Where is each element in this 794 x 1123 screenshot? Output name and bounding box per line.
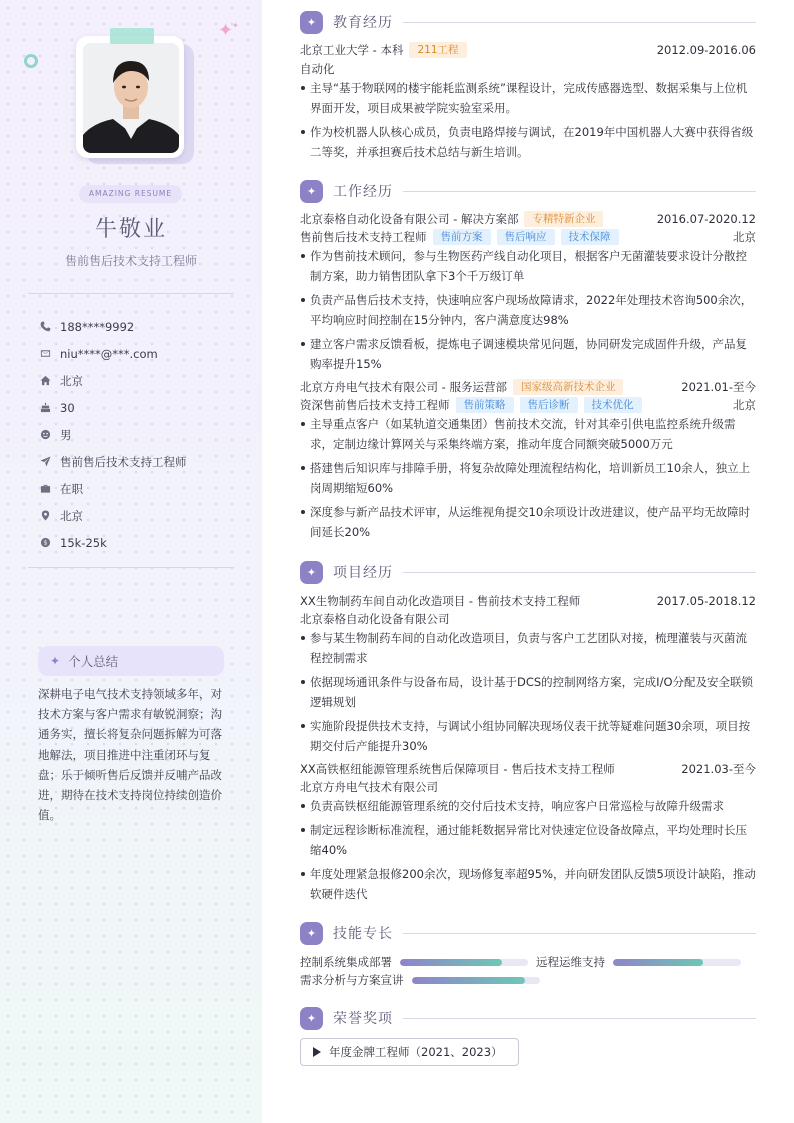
sparkle-small-icon: ✦ — [232, 21, 239, 30]
project-date: 2017.05-2018.12 — [656, 594, 756, 608]
list-item: 制定远程诊断标准流程，通过能耗数据异常比对快速定位设备故障点，平均处理时长压缩40% — [300, 820, 756, 860]
job-role-row — [300, 229, 756, 245]
profile-photo — [83, 43, 179, 153]
job-bullets — [300, 414, 756, 546]
email-value: niu****@***.com — [60, 346, 158, 361]
gender-icon — [40, 429, 60, 440]
photo-tape — [110, 28, 154, 44]
candidate-title: 售前售后技术支持工程师 — [64, 254, 197, 268]
section-title: 荣誉奖项 — [333, 1011, 393, 1027]
gender-value: 男 — [60, 427, 72, 442]
age-value: 30 — [60, 400, 75, 415]
job-role: 售前售后技术支持工程师 — [300, 230, 427, 244]
school-name: 北京工业大学 - 本科 — [300, 43, 404, 57]
project-bullets — [300, 796, 756, 908]
contact-item — [40, 394, 240, 421]
sidebar — [0, 0, 262, 1123]
job-status-value: 在职 — [60, 481, 83, 496]
sparkle-icon: ✦ — [300, 1007, 323, 1030]
skill-name: 远程运维支持 — [536, 955, 605, 969]
section-title: 项目经历 — [333, 565, 393, 581]
skill-item — [300, 972, 540, 988]
project-row — [300, 761, 756, 777]
sparkle-icon: ✦ — [300, 180, 323, 203]
contact-item — [40, 367, 240, 394]
sparkle-icon: ✦ — [218, 20, 234, 41]
project-company: 北京方舟电气技术有限公司 — [300, 780, 438, 794]
skill-bar — [412, 977, 540, 984]
job-role: 资深售前售后技术支持工程师 — [300, 398, 450, 412]
sparkle-icon: ✦ — [300, 561, 323, 584]
list-item: 年度处理紧急报修200余次，现场修复率超95%，并向研发团队反馈5项设计缺陷，推动软硬件迭代 — [300, 864, 756, 904]
job-row — [300, 211, 756, 227]
section-title: 技能专长 — [333, 926, 393, 942]
candidate-name: 牛敬业 — [94, 217, 167, 242]
contact-item — [40, 529, 240, 556]
company-tag: 专精特新企业 — [524, 211, 603, 227]
list-item: 主导重点客户（如某轨道交通集团）售前技术交流，针对其牵引供电监控系统升级需求，定制边缘计算网关与采集终端方案，推动年度合同额突破5000万元 — [300, 414, 756, 454]
list-item: 主导“基于物联网的楼宇能耗监测系统”课程设计，完成传感器选型、数据采集与上位机界面开发，项目成果被学院实验室采用。 — [300, 78, 756, 118]
skill-tag: 售前方案 — [433, 229, 491, 245]
skill-bar-fill — [400, 959, 502, 966]
target-city-value: 北京 — [60, 508, 83, 523]
divider — [28, 567, 234, 568]
cake-icon — [40, 402, 60, 413]
awards-section-header — [300, 1006, 756, 1030]
award-item — [300, 1038, 519, 1066]
project-company: 北京泰格自动化设备有限公司 — [300, 612, 450, 626]
skills-section-header — [300, 921, 756, 945]
hometown-value: 北京 — [60, 373, 83, 388]
contact-item — [40, 421, 240, 448]
section-divider — [403, 572, 756, 573]
contact-item — [40, 448, 240, 475]
work-section-header — [300, 179, 756, 203]
summary-header — [38, 646, 224, 676]
salary-icon — [40, 537, 60, 548]
contact-item — [40, 313, 240, 340]
company-name: 北京方舟电气技术有限公司 - 服务运营部 — [300, 380, 507, 394]
projects-section-header — [300, 560, 756, 584]
phone-value: 188****9992 — [60, 319, 135, 334]
section-title: 教育经历 — [333, 15, 393, 31]
section-divider — [403, 191, 756, 192]
list-item: 实施阶段提供技术支持，与调试小组协同解决现场仪表干扰等疑难问题30余项，项目按期交付后产能提升30% — [300, 716, 756, 756]
location-icon — [40, 510, 60, 521]
list-item: 建立客户需求反馈看板，提炼电子调速模块常见问题，协同研发完成固件升级，产品复购率提升15% — [300, 334, 756, 374]
summary-title: 个人总结 — [68, 654, 119, 669]
company-tag: 国家级高新技术企业 — [513, 379, 624, 395]
job-city: 北京 — [733, 398, 756, 412]
contact-item — [40, 475, 240, 502]
resume-badge: AMAZING RESUME — [79, 185, 182, 203]
briefcase-icon — [40, 483, 60, 494]
skill-name: 需求分析与方案宣讲 — [300, 973, 404, 987]
job-date: 2016.07-2020.12 — [656, 212, 756, 226]
section-divider — [403, 1018, 756, 1019]
list-item: 搭建售后知识库与排障手册，将复杂故障处理流程结构化，培训新员工10余人，独立上岗周期缩短60% — [300, 458, 756, 498]
award-text: 年度金牌工程师（2021、2023） — [329, 1045, 503, 1059]
section-divider — [403, 933, 756, 934]
contact-list — [40, 313, 240, 556]
sparkle-icon: ✦ — [300, 11, 323, 34]
list-item: 参与某生物制药车间的自动化改造项目，负责与客户工艺团队对接，梳理灌装与灭菌流程控制需求 — [300, 628, 756, 668]
skill-item — [536, 954, 741, 970]
list-item: 负责高铁枢纽能源管理系统的交付后技术支持，响应客户日常巡检与故障升级需求 — [300, 796, 756, 816]
job-city: 北京 — [733, 230, 756, 244]
job-role-row — [300, 397, 756, 413]
profile-photo-card — [76, 36, 190, 162]
phone-icon — [40, 321, 60, 332]
company-name: 北京泰格自动化设备有限公司 - 解决方案部 — [300, 212, 519, 226]
home-icon — [40, 375, 60, 386]
project-name: XX高铁枢纽能源管理系统售后保障项目 - 售后技术支持工程师 — [300, 762, 615, 776]
job-row — [300, 379, 756, 395]
skill-tag: 售后诊断 — [520, 397, 578, 413]
job-bullets — [300, 246, 756, 378]
contact-item — [40, 502, 240, 529]
school-tag: 211工程 — [409, 42, 466, 58]
section-divider — [403, 22, 756, 23]
skill-tag: 技术保障 — [561, 229, 619, 245]
skill-bar-fill — [613, 959, 703, 966]
skill-bar — [613, 959, 741, 966]
sparkle-icon: ✦ — [50, 654, 61, 668]
list-item: 作为校机器人队核心成员，负责电路焊接与调试，在2019年中国机器人大赛中获得省级二等奖，并承担赛后技术总结与新生培训。 — [300, 122, 756, 162]
skill-tag: 技术优化 — [584, 397, 642, 413]
project-bullets — [300, 628, 756, 760]
list-item: 依据现场通讯条件与设备布局，设计基于DCS的控制网络方案，完成I/O分配及安全联锁逻辑规划 — [300, 672, 756, 712]
skill-name: 控制系统集成部署 — [300, 955, 392, 969]
skill-item — [300, 954, 528, 970]
education-date: 2012.09-2016.06 — [656, 43, 756, 57]
skill-bar — [400, 959, 528, 966]
list-item: 作为售前技术顾问，参与生物医药产线自动化项目，根据客户无菌灌装要求设计分散控制方案，助力销售团队拿下3个千万级订单 — [300, 246, 756, 286]
contact-item — [40, 340, 240, 367]
target-position-value: 售前售后技术支持工程师 — [60, 454, 187, 469]
project-date: 2021.03-至今 — [681, 762, 756, 776]
send-icon — [40, 456, 60, 467]
divider — [28, 293, 234, 294]
section-title: 工作经历 — [333, 184, 393, 200]
skill-tag: 售前策略 — [456, 397, 514, 413]
summary-text: 深耕电子电气技术支持领域多年，对技术方案与客户需求有敏锐洞察；沟通务实，擅长将复杂问题拆解为可落地解法，项目推进中注重闭环与复盘；乐于倾听售后反馈并反哺产品改进，期待在技术支持岗位持续创造价值。 — [38, 687, 222, 823]
svg-text:$: $ — [43, 538, 48, 547]
salary-value: 15k-25k — [60, 535, 107, 550]
education-section-header — [300, 10, 756, 34]
education-row — [300, 42, 756, 58]
education-bullets — [300, 78, 756, 166]
decorative-ring — [24, 54, 38, 68]
job-date: 2021.01-至今 — [681, 380, 756, 394]
project-name: XX生物制药车间自动化改造项目 - 售前技术支持工程师 — [300, 594, 581, 608]
mail-icon — [40, 348, 60, 359]
list-item: 深度参与新产品技术评审，从运维视角提交10余项设计改进建议，使产品平均无故障时间延长20% — [300, 502, 756, 542]
play-triangle-icon — [313, 1047, 321, 1057]
skill-bar-fill — [412, 977, 526, 984]
skill-tag: 售后响应 — [497, 229, 555, 245]
list-item: 负责产品售后技术支持，快速响应客户现场故障请求，2022年处理技术咨询500余次，平均响应时间控制在15分钟内，客户满意度达98% — [300, 290, 756, 330]
sparkle-icon: ✦ — [300, 922, 323, 945]
education-major: 自动化 — [300, 62, 335, 76]
project-row — [300, 593, 756, 609]
